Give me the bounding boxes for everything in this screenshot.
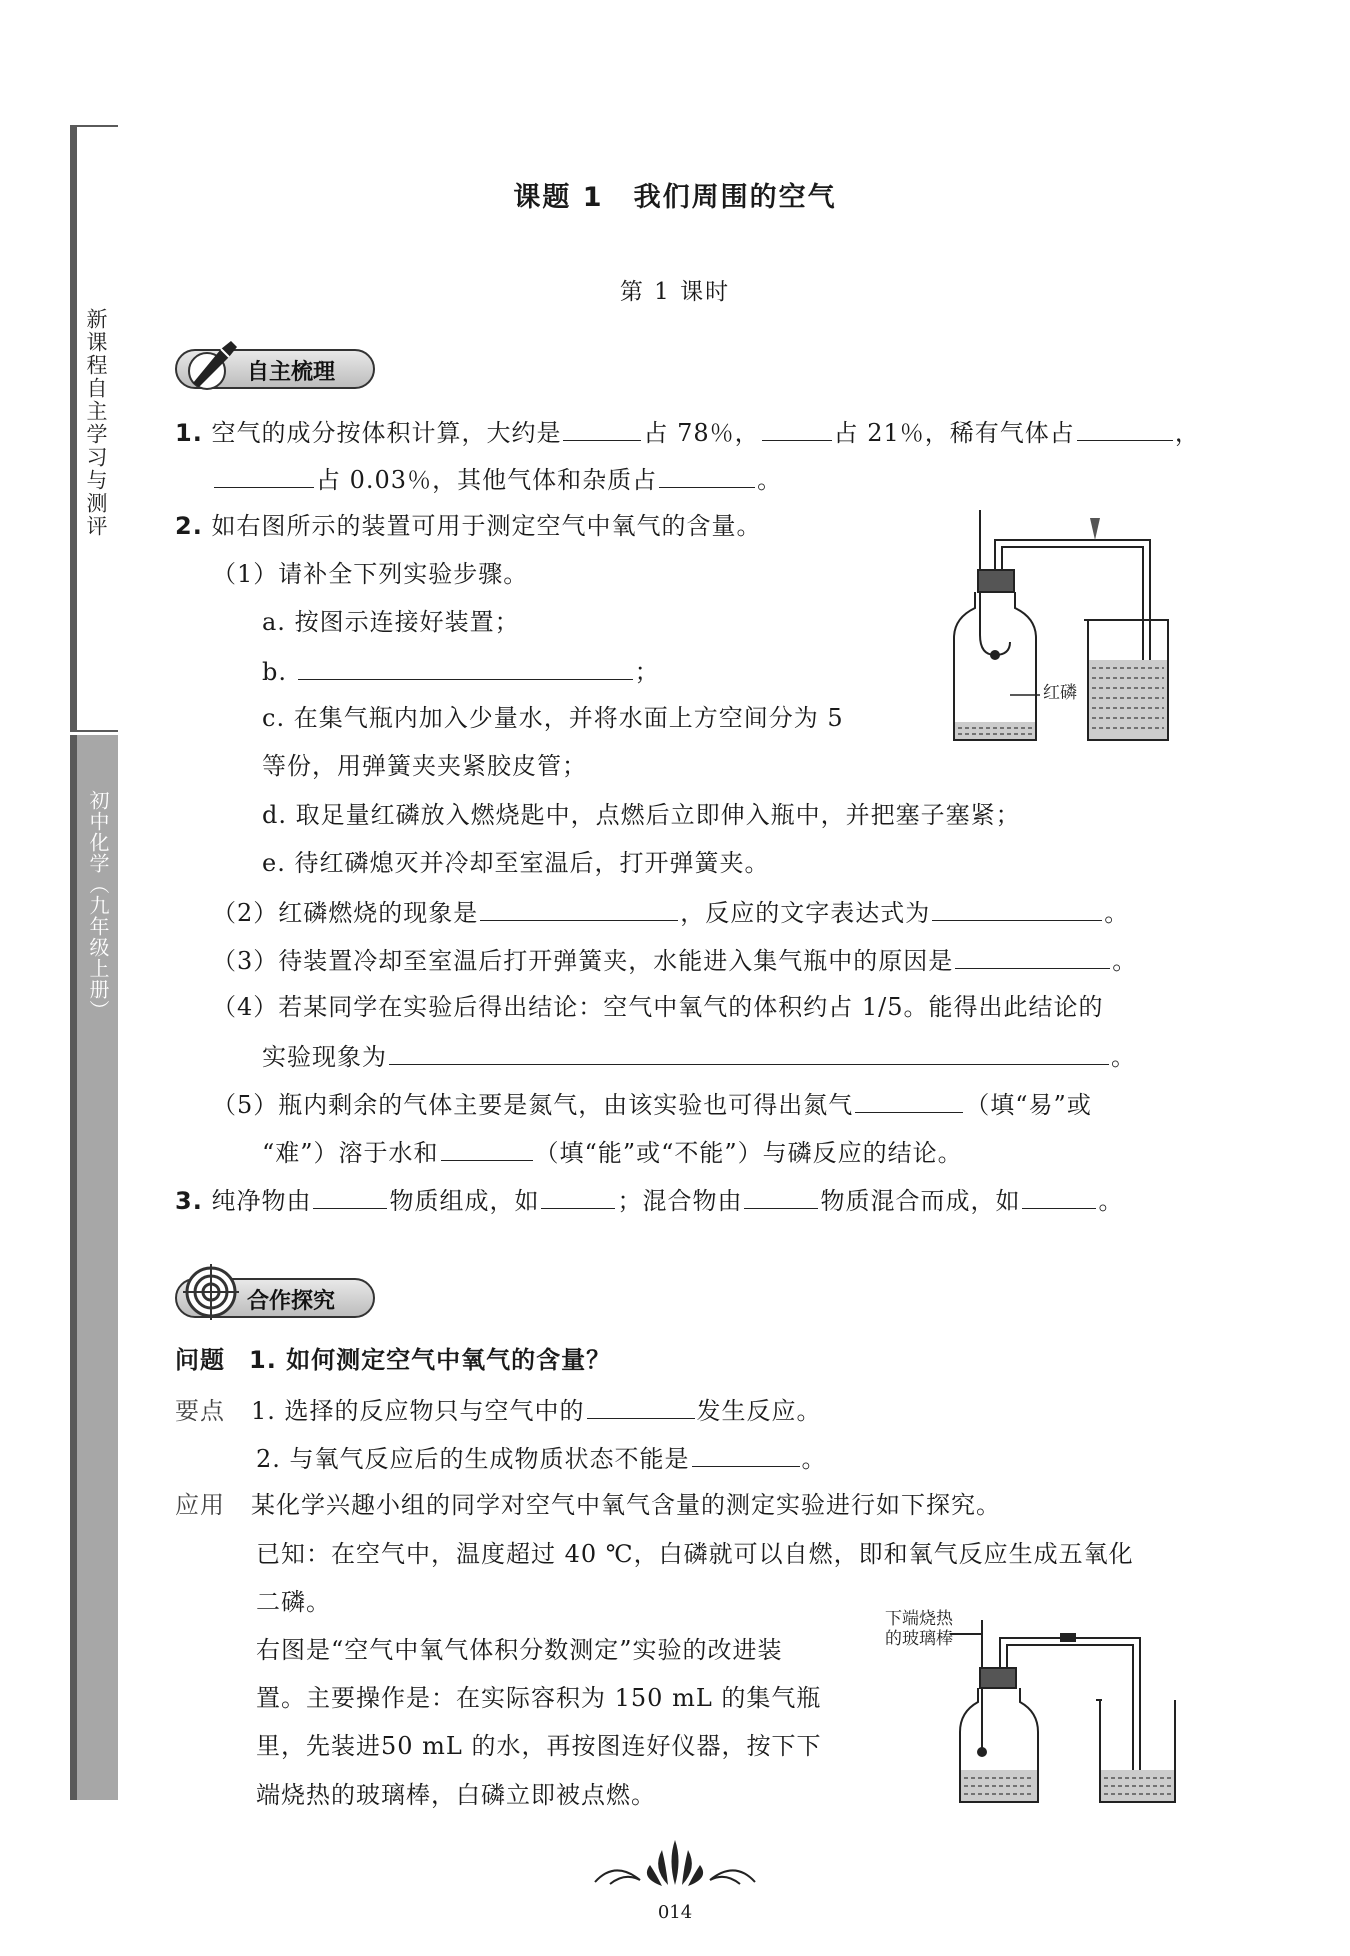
q2-s5-a: （5）瓶内剩余的气体主要是氮气，由该实验也可得出氮气 (212, 1091, 854, 1119)
key-2-b: 。 (801, 1445, 827, 1473)
q1-number: 1. (175, 419, 203, 447)
q2-step-3 (212, 944, 1137, 976)
q2-step-4b (262, 1040, 1136, 1072)
title-text: 我们周围的空气 (633, 182, 837, 213)
q2-s2-b: ，反应的文字表达式为 (680, 899, 931, 927)
q3-number: 3. (175, 1187, 203, 1215)
q2-s4-b: 实验现象为 (262, 1043, 387, 1071)
apparatus-figure-2 (950, 1620, 1190, 1810)
q2-step-1: （1）请补全下列实验步骤。 (212, 560, 529, 588)
application-line-7: 端烧热的玻璃棒，白磷立即被点燃。 (256, 1781, 656, 1809)
blank (955, 944, 1110, 969)
key-2-a: 2. 与氧气反应后的生成物质状态不能是 (256, 1445, 690, 1473)
q1-text-e: 占 0.03％，其他气体和杂质占 (316, 466, 658, 494)
blank (932, 896, 1102, 921)
section-label-review: 自主梳理 (247, 360, 336, 385)
q1-line-2 (212, 463, 782, 495)
q1-text-d: ， (1174, 419, 1200, 447)
q2-step-d: d. 取足量红磷放入燃烧匙中，点燃后立即伸入瓶中，并把塞子塞紧； (262, 801, 1021, 829)
application-line-3: 二磷。 (256, 1588, 331, 1616)
q2-step-c2: 等份，用弹簧夹夹紧胶皮管； (262, 752, 587, 780)
blank (762, 416, 832, 441)
blank (1077, 416, 1173, 441)
pen-icon (181, 331, 245, 395)
q2-step-5b (262, 1136, 963, 1168)
blank (441, 1136, 533, 1161)
q3-text-a: 纯净物由 (211, 1187, 312, 1215)
problem-label: 问题 (175, 1346, 225, 1374)
q2-step-e: e. 待红磷熄灭并冷却至室温后，打开弹簧夹。 (262, 849, 770, 877)
blank (563, 416, 641, 441)
q2-s5-c: “难”）溶于水和 (262, 1139, 439, 1167)
blank (298, 655, 633, 680)
q1-line-1 (175, 416, 1200, 448)
key-label: 要点 (175, 1397, 225, 1425)
apparatus-figure-1 (940, 510, 1185, 750)
page-title (0, 175, 1350, 214)
application-line-5: 置。主要操作是：在实际容积为 150 mL 的集气瓶 (256, 1684, 822, 1712)
application-line-4: 右图是“空气中氧气体积分数测定”实验的改进装 (256, 1636, 783, 1664)
q2-s5-d: （填“能”或“不能”）与磷反应的结论。 (534, 1139, 963, 1167)
q2-s5-b: （填“易”或 (965, 1091, 1092, 1119)
q1-text-f: 。 (757, 466, 783, 494)
q2-intro-text: 如右图所示的装置可用于测定空气中氧气的含量。 (211, 512, 762, 540)
application-label: 应用 (175, 1491, 225, 1519)
q3-text-c: ；混合物由 (617, 1187, 743, 1215)
application-line-1 (175, 1490, 1001, 1520)
fig2-label-line-1: 下端烧热 (885, 1609, 953, 1629)
q3-line (175, 1184, 1123, 1216)
footer-ornament (590, 1830, 760, 1890)
q2-step-c1: c. 在集气瓶内加入少量水，并将水面上方空间分为 5 (262, 704, 844, 732)
q3-text-b: 物质组成，如 (389, 1187, 540, 1215)
q2-step-5a (212, 1088, 1092, 1120)
q2-s4-c: 。 (1111, 1043, 1136, 1071)
section-badge-explore (175, 1278, 375, 1318)
blank (659, 463, 755, 488)
q1-text-c: 占 21％，稀有气体占 (833, 419, 1075, 447)
application-text-1: 某化学兴趣小组的同学对空气中氧气含量的测定实验进行如下探究。 (251, 1491, 1001, 1519)
key-point-2 (256, 1442, 827, 1474)
q2-step-2 (212, 896, 1129, 928)
q1-text-a: 空气的成分按体积计算，大约是 (211, 419, 562, 447)
q2-intro (175, 511, 761, 541)
q2-step-4a: （4）若某同学在实验后得出结论：空气中氧气的体积约占 1/5。能得出此结论的 (212, 993, 1104, 1021)
fig2-label-line-2: 的玻璃棒 (885, 1629, 953, 1649)
q2-number: 2. (175, 512, 203, 540)
target-icon (181, 1260, 245, 1324)
page-subtitle: 第 1 课时 (619, 279, 731, 305)
blank (855, 1088, 963, 1113)
blank (214, 463, 314, 488)
blank (480, 896, 678, 921)
key-1-a: 1. 选择的反应物只与空气中的 (251, 1397, 585, 1425)
blank (541, 1184, 615, 1209)
q3-text-e: 。 (1098, 1187, 1124, 1215)
q2-s2-c: 。 (1104, 899, 1130, 927)
problem-title: 1. 如何测定空气中氧气的含量？ (249, 1346, 612, 1374)
fig1-label-red-phosphorus: 红磷 (1043, 683, 1077, 703)
q2-s3-a: （3）待装置冷却至室温后打开弹簧夹，水能进入集气瓶中的原因是 (212, 947, 954, 975)
section-label-explore: 合作探究 (247, 1289, 336, 1314)
problem-title-line (175, 1345, 611, 1375)
section-badge-review (175, 349, 375, 389)
q2-s2-a: （2）红磷燃烧的现象是 (212, 899, 479, 927)
q2-b-suffix: ； (634, 658, 660, 686)
key-point-1 (175, 1394, 822, 1426)
q1-text-b: 占 78％， (643, 419, 760, 447)
title-number: 课题 1 (513, 182, 604, 213)
q2-b-prefix: b. (262, 658, 287, 686)
blank (692, 1442, 800, 1467)
q2-s3-b: 。 (1112, 947, 1138, 975)
key-1-b: 发生反应。 (696, 1397, 822, 1425)
sidebar-subject: 初中化学（九年级上册） (86, 790, 110, 1021)
blank (1022, 1184, 1096, 1209)
q3-text-d: 物质混合而成，如 (820, 1187, 1021, 1215)
blank (744, 1184, 818, 1209)
blank (389, 1040, 1109, 1065)
blank (587, 1394, 695, 1419)
page-number: 014 (657, 1902, 693, 1923)
application-line-2: 已知：在空气中，温度超过 40 ℃，白磷就可以自燃，即和氧气反应生成五氧化 (256, 1540, 1134, 1568)
blank (313, 1184, 387, 1209)
q2-step-b (262, 655, 660, 687)
application-line-6: 里，先装进50 mL 的水，再按图连好仪器，按下下 (256, 1732, 822, 1760)
sidebar-book-title: 新课程自主学习与测评 (84, 308, 108, 538)
q2-step-a: a. 按图示连接好装置； (262, 608, 520, 636)
